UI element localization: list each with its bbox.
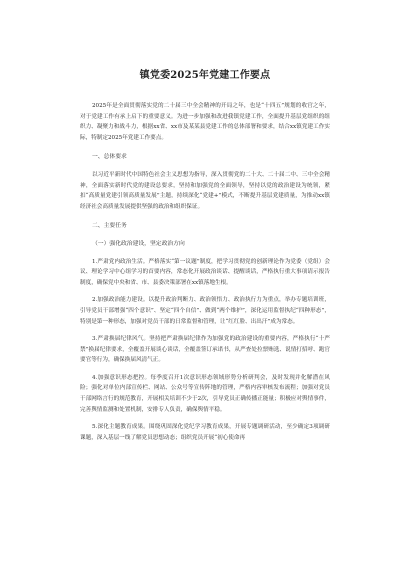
task-item-3: 3.严肃换届纪律风气。坚持把严肃换届纪律作为加强党的政治建设的重要内容，严格执行“十严禁”换届纪律要求，全覆盖开展谈心谈话，全覆盖签订承诺书，从严查处拉票贿选、说情打招呼、跑官要官等行为，确保换届风清气正。 bbox=[80, 336, 330, 364]
task-item-2: 2.加强政治能力建设。以提升政治判断力、政治领悟力、政治执行力为重点，举办专题培训班，引导党员干部增强“四个意识”、坚定“四个自信”、做到“两个维护”，深化运用监督执纪“四种形态”，特别是第一种形态，加强对党员干部的日常监督和管理，让“红红脸、出出汗”成为常态。 bbox=[80, 297, 330, 325]
overall-requirements-paragraph: 以习近平新时代中国特色社会主义思想为指导，深入贯彻党的二十大、二十届二中、三中全会精神，全面落实新时代党的建设总要求，坚持和加强党的全面领导，坚持以党的政治建设为统领，紧扣“高质量党建引领高质量发展”主题，持续深化“党建+”模式，不断提升基层党建质量，为推动xx镇经济社会高质量发展提供坚强的政治和组织保证。 bbox=[80, 171, 330, 210]
spacer bbox=[80, 143, 330, 152]
task-item-1: 1.严肃党内政治生活。严格落实“第一议题”制度，把学习贯彻党的创新理论作为党委（党组）会议、理论学习中心组学习的首要内容，常态化开展政治谈话、提醒谈话，严格执行重大事项请示报告制度，确保党中央和省、市、县委决策部署在xx镇落地生根。 bbox=[80, 258, 330, 286]
intro-paragraph: 2025年是全面贯彻落实党的二十届三中全会精神的开局之年，也是“十四五”规划的收官之年，对于党建工作有承上启下的重要意义。为进一步加强和改进我镇党建工作，全面提升基层党组织的组织力、凝聚力和战斗力，根据xx省、xx市及某某县党建工作的总体部署和要求，结合xx镇党建工作实际，特制定2025年党建工作要点。 bbox=[80, 103, 330, 141]
spacer bbox=[80, 327, 330, 334]
spacer bbox=[80, 366, 330, 373]
spacer bbox=[80, 212, 330, 221]
spacer bbox=[80, 415, 330, 422]
subsection-heading-political: （一）强化政治建设，坚定政治方向 bbox=[92, 240, 185, 247]
section-heading-overall: 一、总体要求 bbox=[92, 154, 127, 161]
spacer bbox=[80, 288, 330, 295]
section-heading-tasks: 二、主要任务 bbox=[92, 223, 127, 230]
spacer bbox=[80, 250, 330, 257]
spacer bbox=[80, 163, 330, 170]
task-item-4: 4.加强意识形态把控。每季度召开1次意识形态领域形势分析研判会，及时发现并化解潜在风险；强化对单位内部宣传栏、网站、公众号等宣传阵地的管理，严格内容审核发布流程；加强对党员干部网络言行的规范教育，开展相关培训不少于2次，引导党员正确传播正能量；积极应对舆情事件，完善舆情监测和处置机制，安排专人负责，确保舆情平稳。 bbox=[80, 374, 330, 413]
document-title: 镇党委2025年党建工作要点 bbox=[139, 70, 271, 81]
spacer bbox=[80, 232, 330, 239]
task-item-5: 5.深化主题教育成果。围绕巩固深化党纪学习教育成果，开展专题调研活动，至少确定3项调研课题，深入基层一线了解党员思想动态；组织党员开展“初心使命再 bbox=[80, 424, 330, 441]
